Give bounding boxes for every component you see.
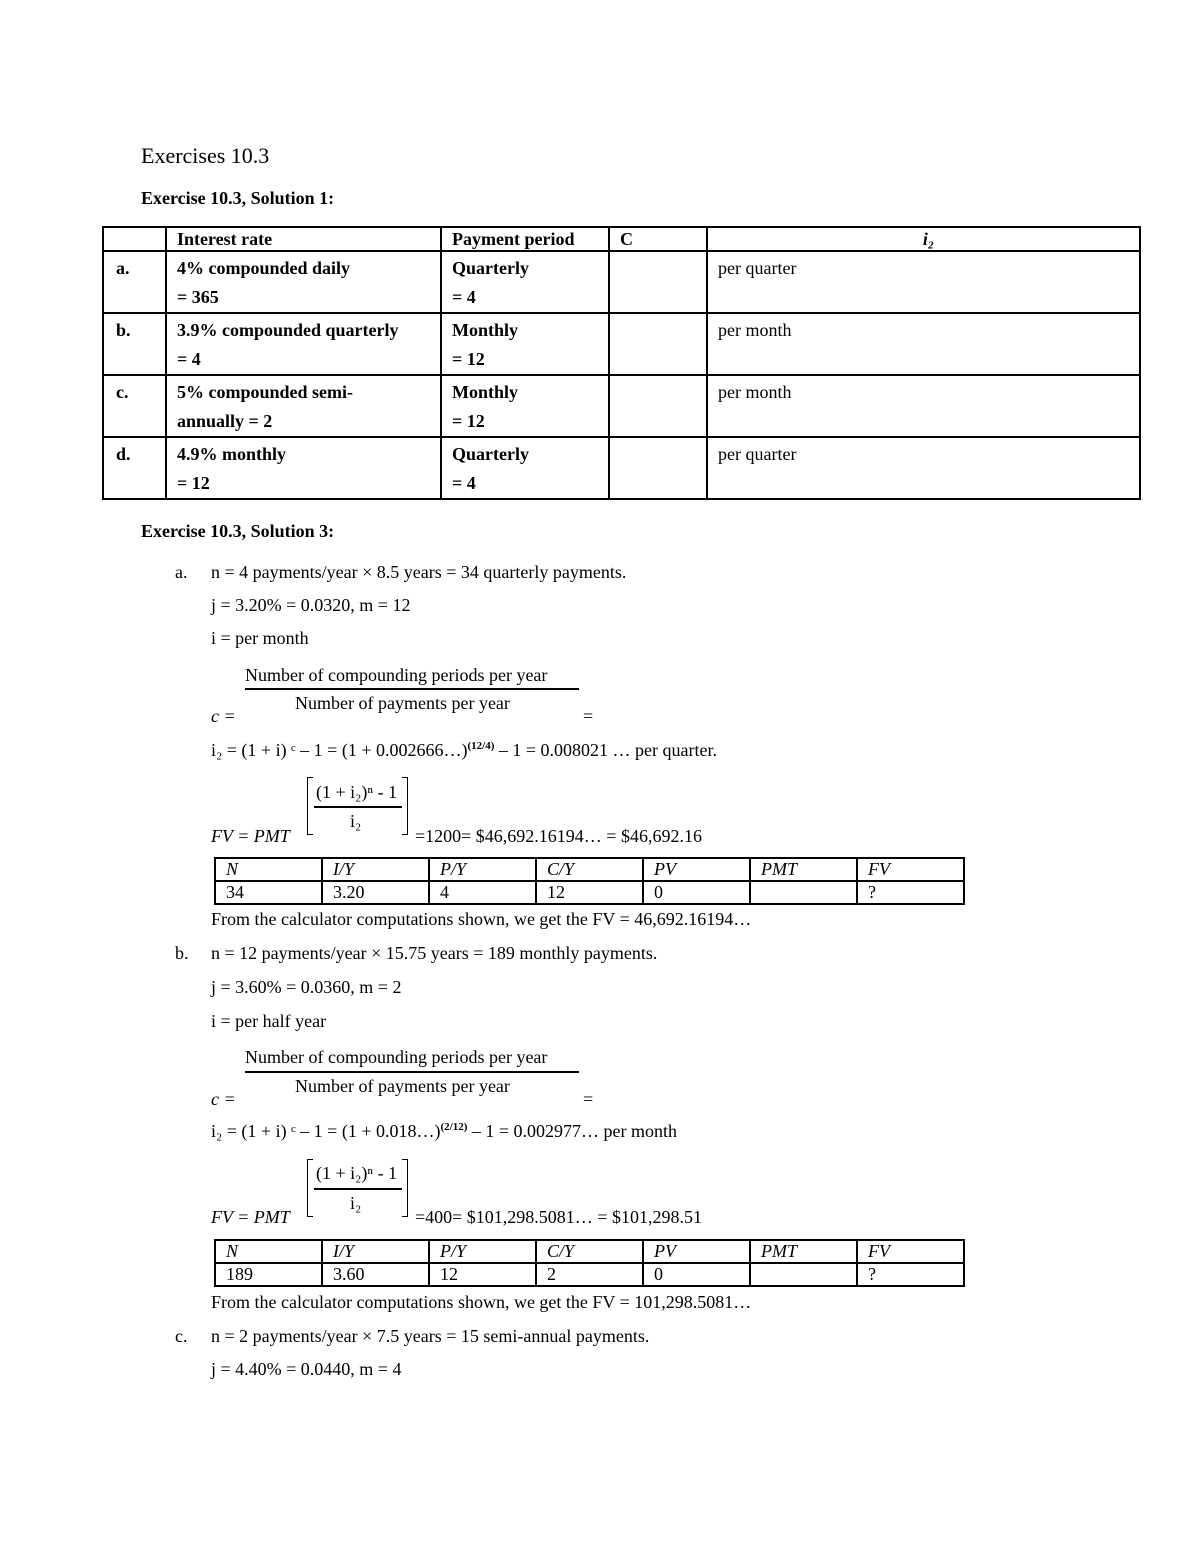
- part-a-formula-numerator: (1 + i₂)ⁿ - 1: [316, 782, 398, 802]
- row-label: d.: [103, 437, 166, 499]
- calc-value-cell: [750, 881, 857, 904]
- formula-bar: [314, 806, 402, 808]
- part-b-label: b.: [175, 943, 189, 963]
- calc-header-cell: C/Y: [536, 858, 643, 881]
- calc-header-row: [215, 1240, 964, 1263]
- i2-cell: per month: [707, 313, 1140, 375]
- calc-value-row: [215, 881, 964, 904]
- part-a-conclusion: From the calculator computations shown, we get the FV = 46,692.16194…: [211, 909, 752, 929]
- table-header-row: [103, 227, 1140, 251]
- calc-value-cell: 4: [429, 881, 536, 904]
- part-b-fraction-denominator: Number of payments per year: [295, 1076, 510, 1096]
- part-b-n-line: n = 12 payments/year × 15.75 years = 189 monthly payments.: [211, 943, 658, 963]
- right-bracket: [402, 1159, 408, 1217]
- table-row: [103, 437, 1140, 499]
- part-b-c-lhs: c =: [211, 1089, 236, 1109]
- part-a-c-rhs: =: [583, 706, 594, 726]
- part-a-fv-lhs: FV = PMT: [211, 826, 290, 846]
- payment-period-cell: Quarterly = 4: [441, 251, 609, 313]
- calc-value-cell: 12: [429, 1263, 536, 1286]
- interest-rate-cell: 3.9% compounded quarterly = 4: [166, 313, 441, 375]
- part-b-fv-rhs: =400= $101,298.5081… = $101,298.51: [415, 1207, 702, 1227]
- solution-1-table: [102, 226, 1141, 500]
- i2-cell: per quarter: [707, 251, 1140, 313]
- table-row: [103, 251, 1140, 313]
- part-b-fv-lhs: FV = PMT: [211, 1207, 290, 1227]
- part-a-n-line: n = 4 payments/year × 8.5 years = 34 quarterly payments.: [211, 562, 627, 582]
- calc-value-cell: 2: [536, 1263, 643, 1286]
- interest-rate-cell: 4% compounded daily = 365: [166, 251, 441, 313]
- calc-header-cell: I/Y: [322, 858, 429, 881]
- header-interest-rate: Interest rate: [166, 227, 441, 251]
- part-a-label: a.: [175, 562, 188, 582]
- calc-header-cell: PMT: [750, 858, 857, 881]
- calc-header-cell: PMT: [750, 1240, 857, 1263]
- calc-header-cell: FV: [857, 858, 964, 881]
- part-c-n-line: n = 2 payments/year × 7.5 years = 15 semi-annual payments.: [211, 1326, 650, 1346]
- calc-value-cell: ?: [857, 1263, 964, 1286]
- calc-value-cell: 34: [215, 881, 322, 904]
- calc-value-cell: 0: [643, 1263, 750, 1286]
- calc-header-cell: P/Y: [429, 1240, 536, 1263]
- part-b-formula-denominator: i₂: [350, 1193, 362, 1213]
- calc-value-cell: 0: [643, 881, 750, 904]
- solution-1-heading: Exercise 10.3, Solution 1:: [141, 188, 335, 208]
- formula-bar: [314, 1188, 402, 1190]
- i2-cell: per month: [707, 375, 1140, 437]
- c-cell: [609, 251, 707, 313]
- header-i2: i₂: [707, 227, 1140, 251]
- payment-period-cell: Monthly = 12: [441, 375, 609, 437]
- calc-value-cell: [750, 1263, 857, 1286]
- calc-header-cell: I/Y: [322, 1240, 429, 1263]
- calc-header-cell: N: [215, 1240, 322, 1263]
- part-c-label: c.: [175, 1326, 188, 1346]
- calc-value-cell: ?: [857, 881, 964, 904]
- part-b-fraction-numerator: Number of compounding periods per year: [245, 1047, 548, 1067]
- c-cell: [609, 313, 707, 375]
- header-cell-blank: [103, 227, 166, 251]
- part-a-fraction-numerator: Number of compounding periods per year: [245, 665, 548, 685]
- table-row: [103, 313, 1140, 375]
- fraction-bar: [245, 1071, 579, 1073]
- part-a-i2-line: i₂ = (1 + i) ᶜ – 1 = (1 + 0.002666…)$^{(12/4)}$ – 1 = 0.008021 … per quarter.: [211, 740, 717, 760]
- payment-period-cell: Quarterly = 4: [441, 437, 609, 499]
- table-row: [103, 375, 1140, 437]
- part-b-formula-numerator: (1 + i₂)ⁿ - 1: [316, 1163, 398, 1183]
- calc-value-cell: 3.20: [322, 881, 429, 904]
- payment-period-cell: Monthly = 12: [441, 313, 609, 375]
- part-b-c-rhs: =: [583, 1089, 594, 1109]
- calc-header-cell: C/Y: [536, 1240, 643, 1263]
- page-title: Exercises 10.3: [141, 143, 270, 168]
- calc-header-cell: P/Y: [429, 858, 536, 881]
- calc-header-row: [215, 858, 964, 881]
- part-b-calculator-table: [214, 1239, 965, 1287]
- part-a-fraction-denominator: Number of payments per year: [295, 693, 510, 713]
- part-a-fv-rhs: =1200= $46,692.16194… = $46,692.16: [415, 826, 702, 846]
- calc-value-cell: 12: [536, 881, 643, 904]
- header-payment-period: Payment period: [441, 227, 609, 251]
- part-b-i-line: i = per half year: [211, 1011, 327, 1031]
- part-a-j-line: j = 3.20% = 0.0320, m = 12: [211, 595, 411, 615]
- part-b-i2-line: i₂ = (1 + i) ᶜ – 1 = (1 + 0.018…)$^{(2/12)}$ – 1 = 0.002977… per month: [211, 1121, 677, 1141]
- right-bracket: [402, 777, 408, 835]
- row-label: b.: [103, 313, 166, 375]
- part-a-c-lhs: c =: [211, 706, 236, 726]
- row-label: a.: [103, 251, 166, 313]
- part-a-calculator-table: [214, 857, 965, 905]
- calc-header-cell: N: [215, 858, 322, 881]
- calc-value-row: [215, 1263, 964, 1286]
- header-c: C: [609, 227, 707, 251]
- part-a-i-line: i = per month: [211, 628, 309, 648]
- calc-value-cell: 3.60: [322, 1263, 429, 1286]
- c-cell: [609, 375, 707, 437]
- part-b-j-line: j = 3.60% = 0.0360, m = 2: [211, 977, 402, 997]
- i2-cell: per quarter: [707, 437, 1140, 499]
- left-bracket: [307, 777, 313, 835]
- calc-header-cell: FV: [857, 1240, 964, 1263]
- part-c-j-line: j = 4.40% = 0.0440, m = 4: [211, 1359, 402, 1379]
- part-b-conclusion: From the calculator computations shown, we get the FV = 101,298.5081…: [211, 1292, 752, 1312]
- fraction-bar: [245, 688, 579, 690]
- calc-header-cell: PV: [643, 858, 750, 881]
- interest-rate-cell: 4.9% monthly = 12: [166, 437, 441, 499]
- left-bracket: [307, 1159, 313, 1217]
- row-label: c.: [103, 375, 166, 437]
- interest-rate-cell: 5% compounded semi- annually = 2: [166, 375, 441, 437]
- part-a-formula-denominator: i₂: [350, 811, 362, 831]
- calc-header-cell: PV: [643, 1240, 750, 1263]
- solution-3-heading: Exercise 10.3, Solution 3:: [141, 521, 335, 541]
- calc-value-cell: 189: [215, 1263, 322, 1286]
- c-cell: [609, 437, 707, 499]
